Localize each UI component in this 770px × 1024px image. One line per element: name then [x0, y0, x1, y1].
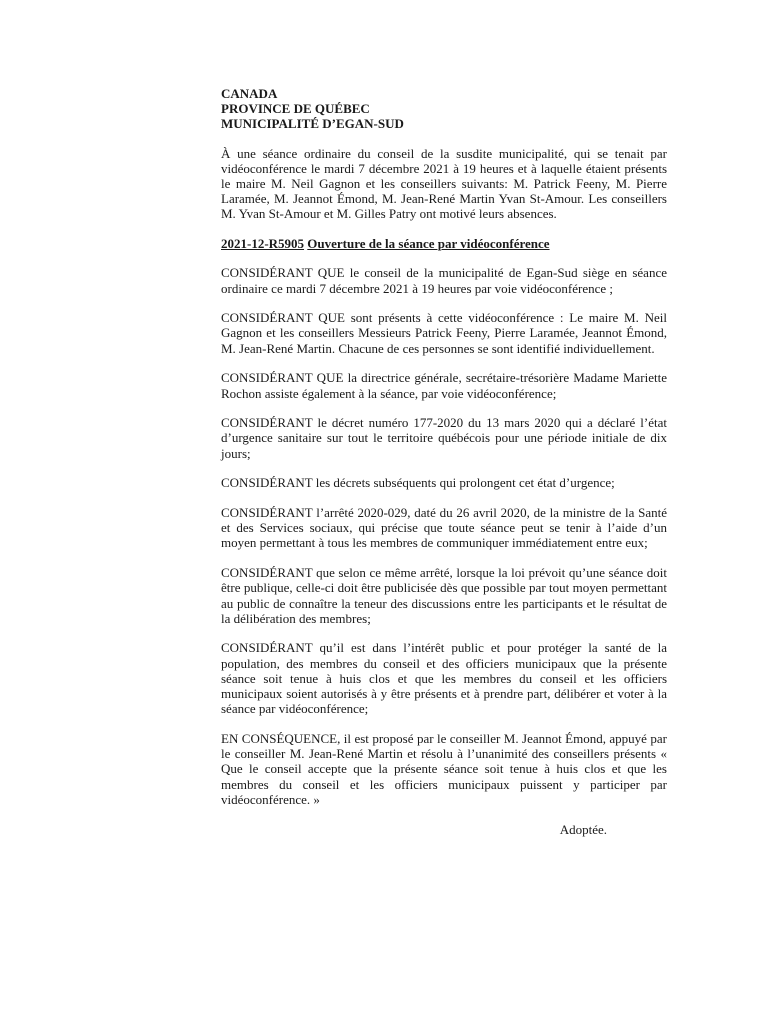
intro-paragraph: À une séance ordinaire du conseil de la susdite municipalité, qui se tenait par vidéoconférence le mardi 7 décembre 2021 à 19 heures et à laquelle étaient présents le maire M. Neil Gagnon et les conseillers suivants: M. Patrick Feeny, M. Pierre Laramée, M. Jeannot Émond, M. Jean-René Martin Yvan St-Amour. Les conseillers M. Yvan St-Amour et M. Gilles Patry ont motivé leurs absences.	[221, 145, 667, 222]
header-country: CANADA	[221, 86, 278, 101]
considerant-paragraph-5: CONSIDÉRANT les décrets subséquents qui prolongent cet état d’urgence;	[221, 475, 615, 491]
resolution-paragraph: EN CONSÉQUENCE, il est proposé par le conseiller M. Jeannot Émond, appuyé par le conseiller M. Jean-René Martin et résolu à l’unanimité des conseillers présents « Que le conseil accepte que la présente séance soit tenue à huis clos et que les membres du conseil et les officiers municipaux puissent y participer par vidéoconférence. »	[221, 731, 667, 807]
header-municipality: MUNICIPALITÉ D’EGAN-SUD	[221, 116, 404, 132]
resolution-heading	[221, 236, 667, 251]
adopted-label: Adoptée.	[559, 821, 607, 837]
considerant-paragraph-6: CONSIDÉRANT l’arrêté 2020-029, daté du 26 avril 2020, de la ministre de la Santé et des Services sociaux, qui précise que toute séance peut se tenir à l’aide d’un moyen permettant à tous les membres de communiquer immédiatement entre eux;	[221, 505, 667, 551]
header-province: PROVINCE DE QUÉBEC	[221, 101, 370, 117]
considerant-paragraph-4: CONSIDÉRANT le décret numéro 177-2020 du 13 mars 2020 qui a déclaré l’état d’urgence sanitaire sur tout le territoire québécois pour une période initiale de dix jours;	[221, 415, 667, 461]
considerant-paragraph-1: CONSIDÉRANT QUE le conseil de la municipalité de Egan-Sud siège en séance ordinaire ce mardi 7 décembre 2021 à 19 heures par voie vidéoconférence ;	[221, 265, 667, 296]
resolution-number: 2021-12-R5905	[221, 236, 305, 252]
considerant-paragraph-8: CONSIDÉRANT qu’il est dans l’intérêt public et pour protéger la santé de la population, des membres du conseil et des officiers municipaux que la présente séance soit tenue à huis clos et que les membres du conseil et les officiers municipaux soient autorisés à y être présents et à prendre part, délibérer et voter à la séance par vidéoconférence;	[221, 640, 667, 717]
document-header	[221, 86, 667, 132]
document-page	[221, 86, 667, 837]
considerant-paragraph-7: CONSIDÉRANT que selon ce même arrêté, lorsque la loi prévoit qu’une séance doit être publique, celle-ci doit être publicisée dès que possible par tout moyen permettant au public de connaître la teneur des discussions entre les participants et le résultat de la délibération des membres;	[221, 565, 667, 626]
considerant-paragraph-2: CONSIDÉRANT QUE sont présents à cette vidéoconférence : Le maire M. Neil Gagnon et les conseillers Messieurs Patrick Feeny, Pierre Laramée, Jeannot Émond, M. Jean-René Martin. Chacune de ces personnes se sont identifié individuellement.	[221, 310, 667, 356]
considerant-paragraph-3: CONSIDÉRANT QUE la directrice générale, secrétaire-trésorière Madame Mariette Rochon assiste également à la séance, par voie vidéoconférence;	[221, 370, 667, 401]
resolution-title: Ouverture de la séance par vidéoconférence	[307, 236, 550, 252]
